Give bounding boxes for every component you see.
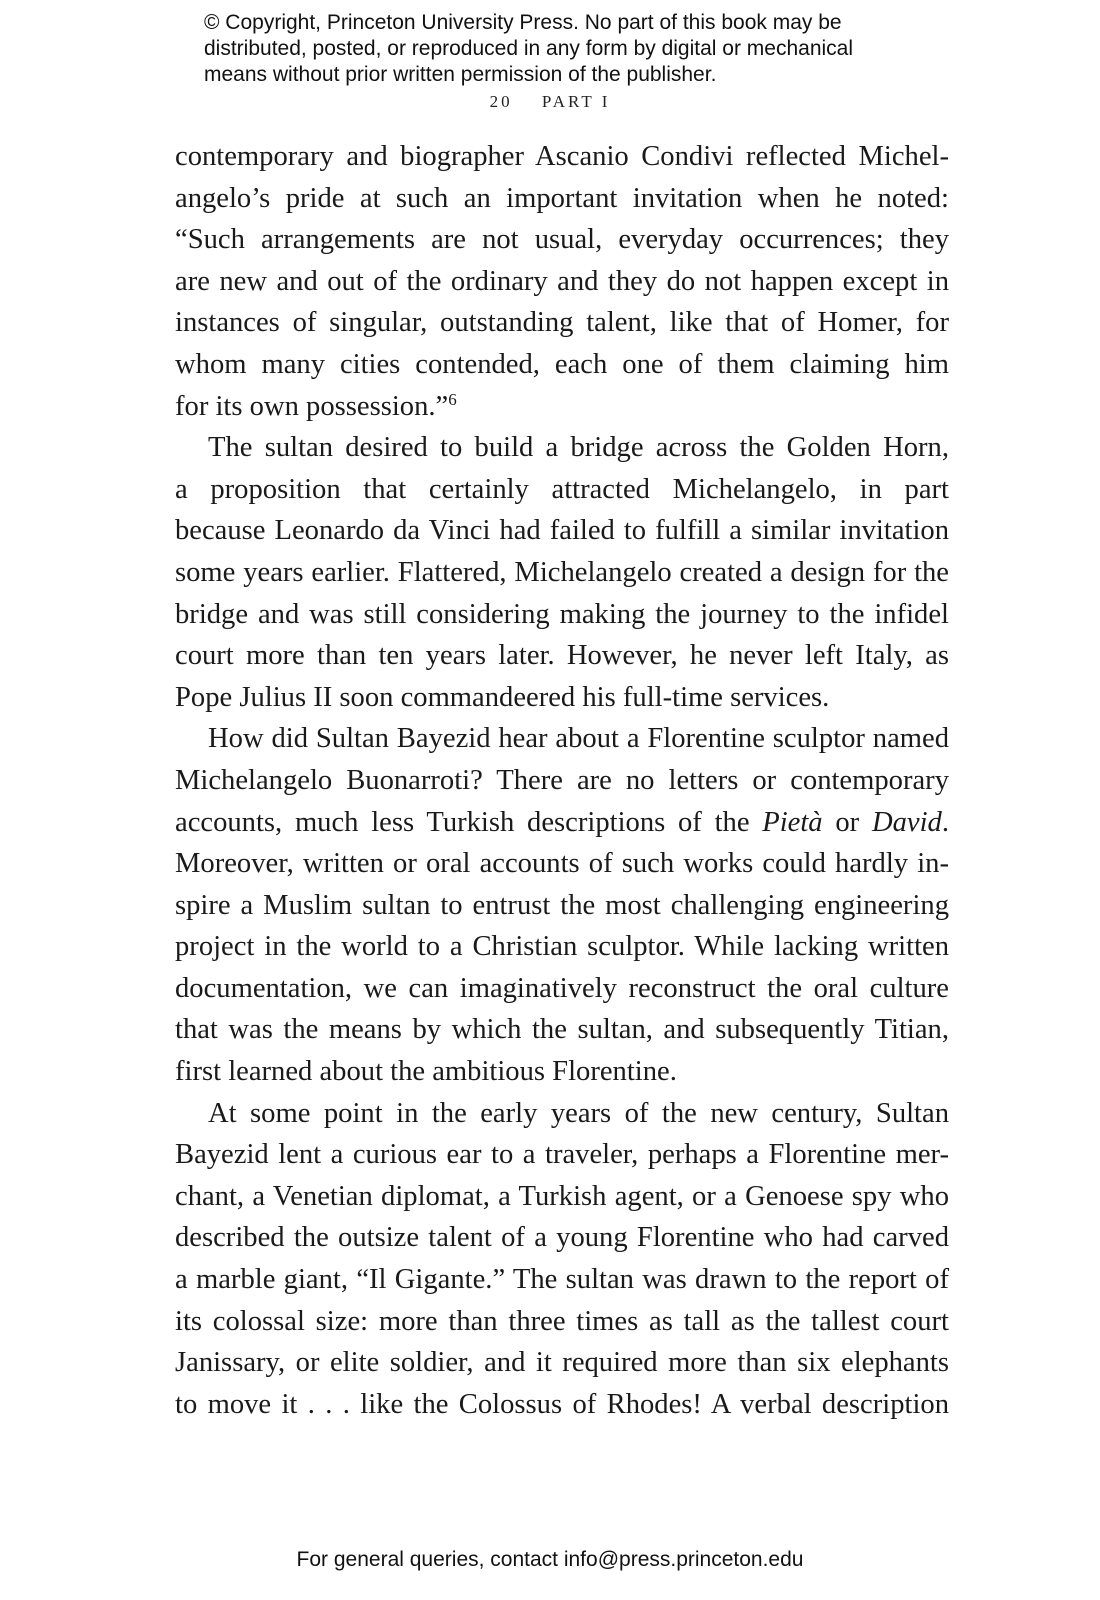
text-line: How did Sultan Bayezid hear about a Florentine sculptor named xyxy=(208,723,949,755)
text-line: because Leonardo da Vinci had failed to fulfill a similar invitation xyxy=(175,515,949,547)
copyright-line: distributed, posted, or reproduced in any form by digital or mechanical xyxy=(204,37,854,60)
artwork-title: David xyxy=(871,806,942,838)
text-line: some years earlier. Flattered, Michelangelo created a design for the xyxy=(175,556,949,588)
page-number: 20 xyxy=(489,92,513,111)
paragraph-4 xyxy=(175,1093,949,1426)
text-line: bridge and was still considering making the journey to the infidel xyxy=(175,598,949,630)
text-line: angelo’s pride at such an important invitation when he noted: xyxy=(175,182,949,214)
text-line: spire a Muslim sultan to entrust the most challenging engineering xyxy=(175,889,949,921)
artwork-title: Pietà xyxy=(762,806,823,838)
text-line: contemporary and biographer Ascanio Condivi reflected Michel- xyxy=(175,141,949,172)
paragraph-2 xyxy=(175,427,949,718)
footnote-marker: 6 xyxy=(448,389,457,409)
text-fragment: . xyxy=(941,806,949,838)
text-line: described the outsize talent of a young Florentine who had carved xyxy=(175,1222,949,1254)
copyright-line: © Copyright, Princeton University Press. No part of this book may be xyxy=(204,11,842,34)
paragraph-3 xyxy=(175,718,949,1092)
text-line: Pope Julius II soon commandeered his full-time services. xyxy=(175,681,830,713)
text-line: first learned about the ambitious Florentine. xyxy=(175,1056,677,1088)
text-line: Michelangelo Buonarroti? There are no letters or contemporary xyxy=(175,764,949,796)
text-line: that was the means by which the sultan, and subsequently Titian, xyxy=(175,1014,949,1046)
text-fragment: accounts, much less Turkish descriptions of the xyxy=(175,806,763,838)
text-line: project in the world to a Christian sculptor. While lacking written xyxy=(175,931,949,963)
text-line: documentation, we can imaginatively reconstruct the oral culture xyxy=(175,972,949,1004)
footer-contact: For general queries, contact info@press.princeton.edu xyxy=(296,1548,804,1571)
text-fragment: for its own possession.” xyxy=(175,390,449,422)
text-line xyxy=(175,802,949,844)
text-line: Bayezid lent a curious ear to a traveler, perhaps a Florentine mer- xyxy=(175,1139,949,1171)
paragraph-1 xyxy=(175,136,949,427)
text-line: Janissary, or elite soldier, and it required more than six elephants xyxy=(175,1347,949,1379)
section-title: PART I xyxy=(541,92,611,111)
running-head xyxy=(0,92,1100,112)
text-fragment: or xyxy=(822,806,872,838)
text-line: to move it . . . like the Colossus of Rhodes! A verbal description xyxy=(175,1388,949,1420)
text-line: are new and out of the ordinary and they do not happen except in xyxy=(175,265,949,297)
text-line: whom many cities contended, each one of them claiming him xyxy=(175,348,949,380)
text-line: chant, a Venetian diplomat, a Turkish agent, or a Genoese spy who xyxy=(175,1180,949,1212)
body-text xyxy=(175,136,949,1425)
text-line: instances of singular, outstanding talent, like that of Homer, for xyxy=(175,307,949,339)
text-line: a proposition that certainly attracted Michelangelo, in part xyxy=(175,473,949,505)
text-line: court more than ten years later. However, he never left Italy, as xyxy=(175,640,949,672)
text-line: The sultan desired to build a bridge across the Golden Horn, xyxy=(208,432,949,464)
text-line: its colossal size: more than three times as tall as the tallest court xyxy=(175,1305,949,1337)
text-line: Moreover, written or oral accounts of such works could hardly in- xyxy=(175,848,949,880)
text-line: “Such arrangements are not usual, everyday occurrences; they xyxy=(175,224,949,256)
text-line: a marble giant, “Il Gigante.” The sultan was drawn to the report of xyxy=(175,1264,949,1296)
text-line xyxy=(175,386,949,428)
text-line: At some point in the early years of the new century, Sultan xyxy=(208,1097,949,1129)
copyright-line: means without prior written permission of the publisher. xyxy=(204,63,717,86)
copyright-notice xyxy=(204,10,924,88)
